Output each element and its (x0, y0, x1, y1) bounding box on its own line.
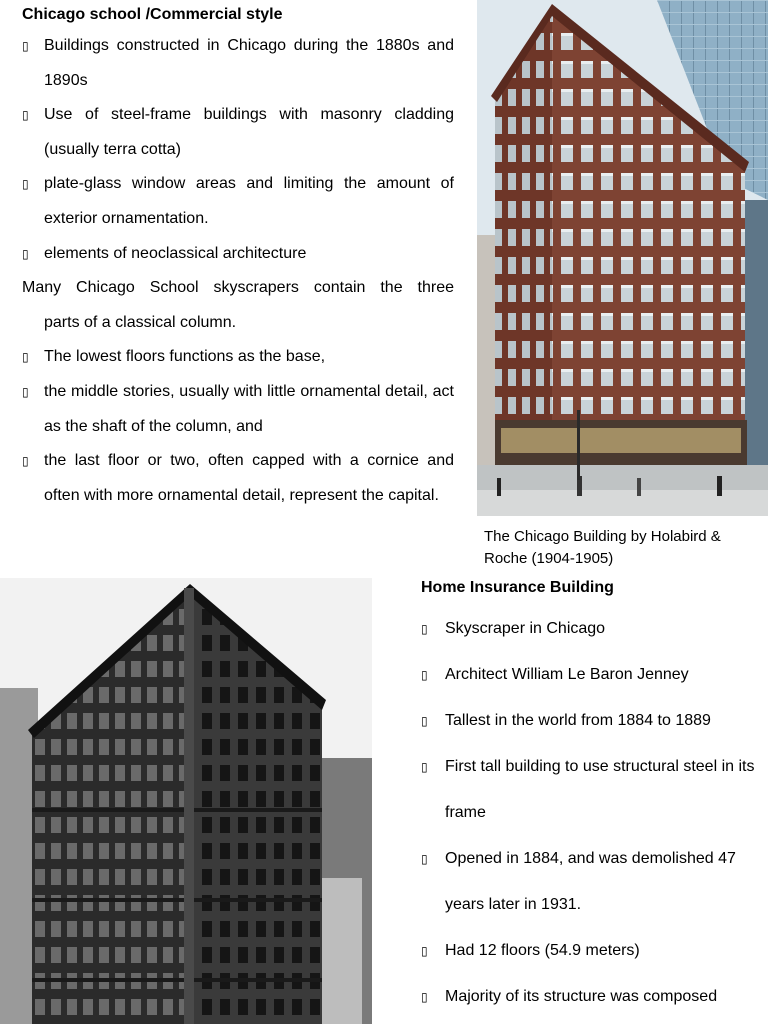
list-item: ▯ the middle stories, usually with little ornamental detail, act as the shaft of the column, and (22, 375, 454, 444)
style-bullet-list (22, 29, 454, 271)
list-item: ▯ The lowest floors functions as the base, (22, 340, 454, 375)
list-item: ▯ Architect William Le Baron Jenney (421, 652, 766, 698)
section-heading: Chicago school /Commercial style (22, 6, 283, 23)
paragraph-line: Many Chicago School skyscrapers contain the three (22, 279, 454, 297)
list-item: ▯ Use of steel-frame buildings with masonry cladding (usually terra cotta) (22, 98, 454, 167)
home-insurance-building-photo (0, 578, 372, 1024)
photo-caption: The Chicago Building by Holabird & Roche (1904-1905) (484, 528, 721, 567)
home-insurance-section (421, 574, 766, 1020)
list-item: ▯ Majority of its structure was composed (421, 974, 766, 1020)
chicago-school-section (22, 4, 454, 513)
chicago-building-photo (477, 0, 768, 516)
column-paragraph (22, 271, 454, 340)
column-parts-list (22, 340, 454, 513)
list-item: ▯ Buildings constructed in Chicago during the 1880s and 1890s (22, 29, 454, 98)
home-insurance-bullet-list (421, 606, 766, 1020)
list-item: ▯ First tall building to use structural steel in its frame (421, 744, 766, 836)
paragraph-line: parts of a classical column. (44, 313, 237, 331)
list-item: ▯ Skyscraper in Chicago (421, 606, 766, 652)
list-item: ▯ Tallest in the world from 1884 to 1889 (421, 698, 766, 744)
section-heading: Home Insurance Building (421, 579, 614, 596)
list-item: ▯ elements of neoclassical architecture (22, 237, 454, 272)
chicago-building-illustration (477, 0, 768, 516)
list-item: ▯ the last floor or two, often capped with a cornice and often with more ornamental detail, represent the capital. (22, 444, 454, 513)
home-insurance-illustration (0, 578, 372, 1024)
list-item: ▯ plate-glass window areas and limiting the amount of exterior ornamentation. (22, 167, 454, 236)
list-item: ▯ Had 12 floors (54.9 meters) (421, 928, 766, 974)
list-item: ▯ Opened in 1884, and was demolished 47 years later in 1931. (421, 836, 766, 928)
